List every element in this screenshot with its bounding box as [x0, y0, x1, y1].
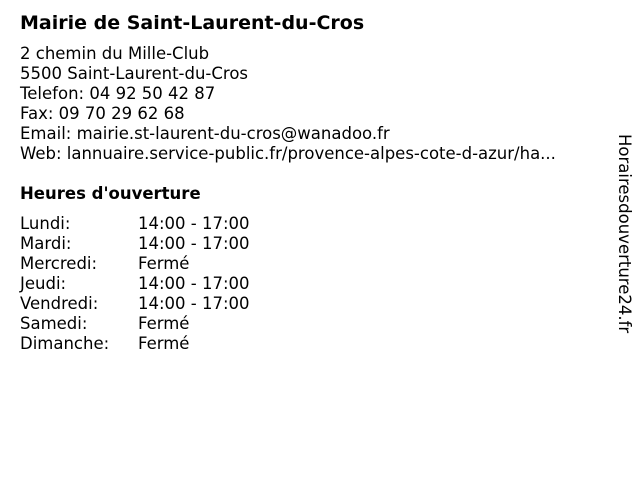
day-label: Lundi:	[20, 214, 71, 233]
hours-heading: Heures d'ouverture	[20, 184, 201, 203]
day-label: Vendredi:	[20, 294, 99, 313]
time-value: Fermé	[138, 254, 190, 273]
time-value: 14:00 - 17:00	[138, 274, 250, 293]
address-line-1: 2 chemin du Mille-Club	[20, 44, 210, 63]
day-label: Samedi:	[20, 314, 88, 333]
page-title: Mairie de Saint-Laurent-du-Cros	[20, 12, 365, 34]
fax-line: Fax: 09 70 29 62 68	[20, 104, 185, 123]
day-label: Jeudi:	[20, 274, 67, 293]
time-value: 14:00 - 17:00	[138, 294, 250, 313]
contact-block	[20, 44, 556, 164]
day-label: Mercredi:	[20, 254, 98, 273]
time-value: 14:00 - 17:00	[138, 234, 250, 253]
time-value: 14:00 - 17:00	[138, 214, 250, 233]
web-line: Web: lannuaire.service-public.fr/provence-alpes-cote-d-azur/ha...	[20, 144, 556, 163]
day-label: Dimanche:	[20, 334, 110, 353]
site-brand-vertical: Horairesdouverture24.fr	[615, 134, 634, 334]
day-label: Mardi:	[20, 234, 72, 253]
address-line-2: 5500 Saint-Laurent-du-Cros	[20, 64, 249, 83]
email-line: Email: mairie.st-laurent-du-cros@wanadoo.fr	[20, 124, 390, 143]
phone-line: Telefon: 04 92 50 42 87	[20, 84, 216, 103]
time-value: Fermé	[138, 334, 190, 353]
time-value: Fermé	[138, 314, 190, 333]
